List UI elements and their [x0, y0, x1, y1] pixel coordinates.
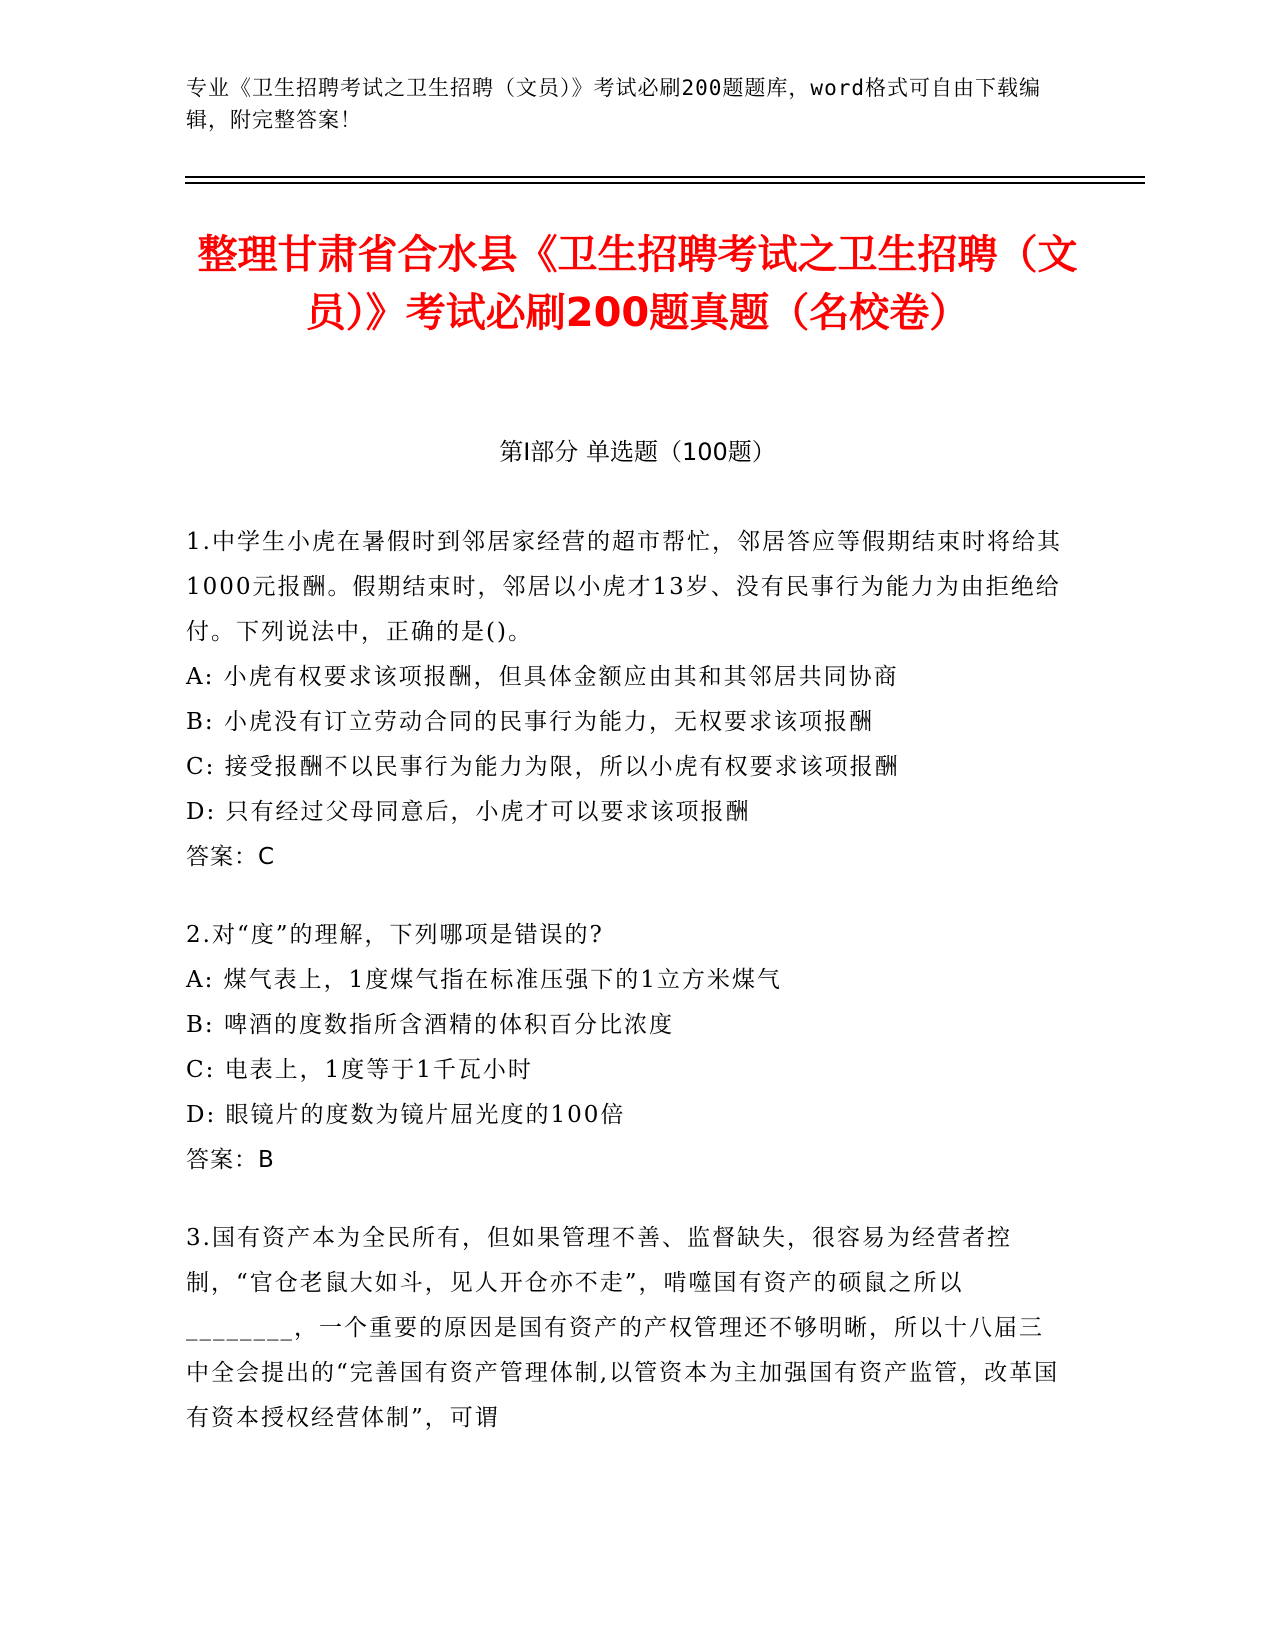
option-c: C: 电表上，1度等于1千瓦小时: [186, 1057, 533, 1083]
header-divider-bottom: [185, 182, 1145, 184]
option-c: C: 接受报酬不以民事行为能力为限，所以小虎有权要求该项报酬: [186, 754, 900, 780]
answer: 答案：B: [186, 1147, 275, 1173]
section-title: 第Ⅰ部分 单选题（100题）: [499, 438, 776, 466]
question-text: 1.中学生小虎在暑假时到邻居家经营的超市帮忙，邻居答应等假期结束时将给其1000元报酬。假期结束时，邻居以小虎才13岁、没有民事行为能力为由拒绝给付。下列说法中，正确的是()。: [186, 529, 1062, 645]
option-a: A: 小虎有权要求该项报酬，但具体金额应由其和其邻居共同协商: [186, 664, 899, 690]
option-b: B: 小虎没有订立劳动合同的民事行为能力，无权要求该项报酬: [186, 709, 874, 735]
header-divider-top: [185, 176, 1145, 178]
question-text: 3.国有资产本为全民所有，但如果管理不善、监督缺失，很容易为经营者控制，“官仓老鼠大如斗，见人开仓亦不走”，啃噬国有资产的硕鼠之所以________，一个重要的原因是国有资产的产权管理还不够明晰，所以十八届三中全会提出的“完善国有资产管理体制,以管资本为主加强国有资产监管，改革国有资本授权经营体制”，可谓: [186, 1225, 1060, 1431]
option-b: B: 啤酒的度数指所含酒精的体积百分比浓度: [186, 1012, 674, 1038]
header-note: 专业《卫生招聘考试之卫生招聘（文员）》考试必刷200题题库，word格式可自由下载编辑，附完整答案！: [186, 76, 1041, 132]
option-a: A: 煤气表上，1度煤气指在标准压强下的1立方米煤气: [186, 967, 782, 993]
option-d: D: 眼镜片的度数为镜片屈光度的100倍: [186, 1102, 626, 1128]
question-2: [186, 913, 1066, 1183]
question-1: [186, 520, 1066, 880]
question-list: [186, 520, 1066, 1474]
question-text: 2.对“度”的理解，下列哪项是错误的?: [186, 922, 604, 948]
answer: 答案：C: [186, 844, 276, 870]
option-d: D: 只有经过父母同意后，小虎才可以要求该项报酬: [186, 799, 751, 825]
document-title: 整理甘肃省合水县《卫生招聘考试之卫生招聘（文员）》考试必刷200题真题（名校卷）: [197, 232, 1078, 336]
question-3: [186, 1216, 1066, 1441]
